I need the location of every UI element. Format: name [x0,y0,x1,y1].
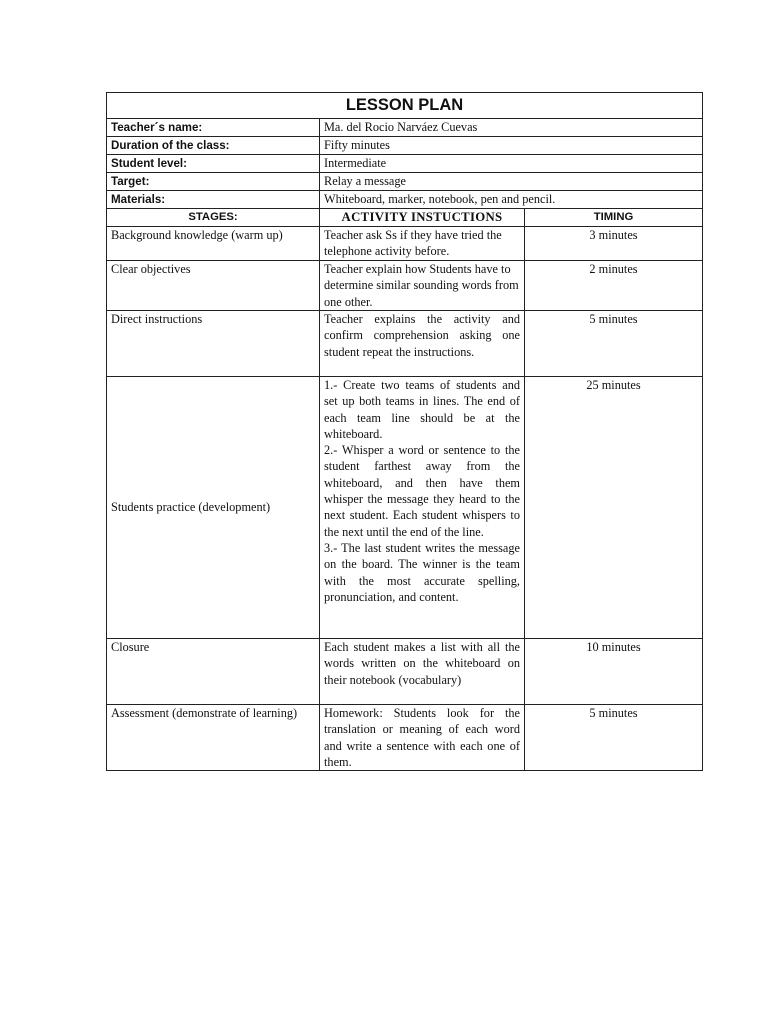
activity-step-1: 1.- Create two teams of students and set up both teams in lines. The end of each team line should be at the whiteboard. [324,378,520,441]
activity-text: Teacher ask Ss if they have tried the telephone activity before. [324,228,502,259]
column-header-row [107,209,703,227]
materials-label: Materials: [107,191,320,209]
stage-cell: Clear objectives [107,261,320,311]
stage-row [107,705,703,771]
stage-cell: Students practice (development) [107,377,320,639]
info-row-target [107,173,703,191]
activity-cell [320,261,525,311]
timing-cell: 10 minutes [525,639,703,705]
timing-cell: 25 minutes [525,377,703,639]
activity-step-2: 2.- Whisper a word or sentence to the student farthest away from the whiteboard, and then have them whisper the message they heard to the next student. Each student whispers to the next until the end of the line. [324,443,520,539]
activity-step-3: 3.- The last student writes the message on the board. The winner is the team with the most accurate spelling, pronunciation, and content. [324,540,520,604]
stage-cell: Background knowledge (warm up) [107,227,320,261]
stage-row [107,639,703,705]
activity-cell [320,377,525,639]
target-value: Relay a message [320,173,703,191]
lesson-plan-table [106,92,703,771]
target-label: Target: [107,173,320,191]
student-level-label: Student level: [107,155,320,173]
timing-header: TIMING [525,209,703,227]
teacher-name-value: Ma. del Rocio Narváez Cuevas [320,119,703,137]
activity-cell [320,311,525,377]
timing-cell: 2 minutes [525,261,703,311]
stage-row [107,227,703,261]
title-row [107,93,703,119]
stage-cell: Direct instructions [107,311,320,377]
duration-label: Duration of the class: [107,137,320,155]
activity-text: Teacher explains the activity and confirm comprehension asking one student repeat the instructions. [324,312,520,359]
timing-cell: 5 minutes [525,311,703,377]
lesson-plan-title: LESSON PLAN [107,93,703,119]
stage-row [107,377,703,639]
info-row-duration [107,137,703,155]
stage-row [107,261,703,311]
stage-cell: Closure [107,639,320,705]
info-row-materials [107,191,703,209]
timing-cell: 3 minutes [525,227,703,261]
teacher-name-label: Teacher´s name: [107,119,320,137]
timing-cell: 5 minutes [525,705,703,771]
stage-cell: Assessment (demonstrate of learning) [107,705,320,771]
activity-text: Each student makes a list with all the words written on the whiteboard on their notebook (vocabulary) [324,640,520,687]
activity-cell [320,639,525,705]
activity-cell [320,705,525,771]
activity-header: ACTIVITY INSTUCTIONS [320,209,525,227]
duration-value: Fifty minutes [320,137,703,155]
student-level-value: Intermediate [320,155,703,173]
activity-cell [320,227,525,261]
stages-header: STAGES: [107,209,320,227]
info-row-level [107,155,703,173]
activity-text: Homework: Students look for the translation or meaning of each word and write a sentence with each one of them. [324,706,520,769]
materials-value: Whiteboard, marker, notebook, pen and pencil. [320,191,703,209]
stage-row [107,311,703,377]
info-row-teacher [107,119,703,137]
activity-text: Teacher explain how Students have to determine similar sounding words from one other. [324,262,519,309]
